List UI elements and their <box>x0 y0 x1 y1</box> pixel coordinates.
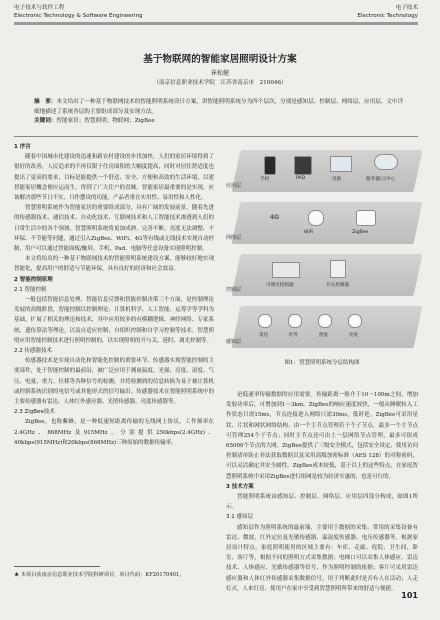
journal-name-en: Electronic Technology & Software Engineering <box>14 13 143 19</box>
header-rule <box>14 22 418 25</box>
body-paragraph: ZigBee，也称紫蜂，是一种低速短距离传输的无线网上协议，工作频率在2.4GHz、868MHz及915MHz，分别提供250kbps(2.4GHz)、40kbps(915MHz)和20kbps(868MHz)三种原始的数据传输率。 <box>14 419 214 446</box>
footnote-rule <box>14 566 100 567</box>
network-wifi-label: WiFi <box>304 230 314 235</box>
sense-item-label: 红外 <box>289 333 299 338</box>
body-paragraph: 一般包括智能信息处理、智能信息反馈和智能控制决策三个方面，是控制理论发展的高级阶段，智能控制以控制理论、计算机科学、人工智能、运筹学等学科为基础，扩展了相关的理论和技术，其中应用较多的有模糊逻辑、神经网络、专家系统、遗传算法等理论，以及自适应控制、自组织控制和自学习控制等技术。智慧照明应用智能控制技术进行照明控制的，以实现照明的开与关、延时、调光控制等。 <box>14 297 214 344</box>
app-item-label: PAD <box>296 176 306 181</box>
layer-label-perception: 感知层 <box>226 339 242 345</box>
tablet-icon <box>294 156 312 175</box>
body-paragraph: 随着中国城市化建设的迅速和新农村建设的步伐加快，人们的家居环境得到了很好的改善，人民追求的不再仅限于住房面积的大幅度提高，同时对居住舒适度也提出了更高的要求，目标是能提供一个舒适、安全、方便和高效的生活环境，以建智能家居概念便应运而生，得到了广大住户的青睐。智能家居最重要的是实现，应该解决那些节日不实、只作摆设的功能，产品者重在实用性、易用性和人性化。 <box>14 154 214 202</box>
section-heading: 2 智能控制原理 <box>14 276 53 283</box>
layer-label-application: 应用层 <box>226 183 242 189</box>
body-paragraph: 智能照明系统由感知层、控制层、网络层、应用层四部分构成，如图1所示。 <box>226 494 418 511</box>
sense-item-label: 亮度 <box>349 333 359 338</box>
page-number: 101 <box>401 591 418 600</box>
subsection-heading: 3.1 感知层 <box>226 514 253 521</box>
dimmer-controller-icon <box>272 262 300 278</box>
sense-item-label: 照度 <box>319 333 329 338</box>
computer-icon <box>330 156 352 172</box>
figure-layer-diagram <box>226 142 418 352</box>
section-heading: 1 序言 <box>14 144 31 150</box>
control-item-label: 可调光控制器 <box>266 283 294 288</box>
paper-title: 基于物联网的智能家居照明设计方案 <box>143 54 297 65</box>
brightness-sensor-icon <box>348 314 362 328</box>
sense-item-label: 雷达 <box>259 333 269 338</box>
infrared-sensor-icon <box>288 314 302 328</box>
control-item-label: 开关控制器 <box>326 283 349 288</box>
keywords-text: 智能家居；智慧照明；物联网；ZigBee <box>56 118 155 124</box>
subsection-heading: 2.3 ZigBee技术 <box>14 409 55 416</box>
affiliation: （南京信息职业技术学院 江苏省南京市 210046） <box>153 80 287 86</box>
body-paragraph: 传感器技术是实现自动化和智能化控制的重要环节。传感器实现智能控制的主要部件，处于智能控制的最前沿，被广泛应用于测量温度、光强、亮度、湿度、气压、电量、重力、位移等各种信号的检测，并将检测到的信息转换为易于被计算机或控制系统识别的电信号或其他形式的信号输出。传感器技术在智能照明系统中的主要传感器有雷达、人体红外感应器、光照传感器、亮度传感器等。 <box>14 358 214 406</box>
funding-footnote: ★ 本项目获南京信息职业技术学院科研项目，项目代码：KF20170401。 <box>14 572 185 578</box>
subsection-heading: 2.2 传感器技术 <box>14 348 52 355</box>
app-item-label: 手机 <box>260 177 270 182</box>
right-column <box>226 390 418 594</box>
layer-band-control <box>232 254 423 296</box>
switch-controller-icon <box>330 260 346 278</box>
section-name-en: Electronic Technology <box>357 13 418 19</box>
left-column <box>14 142 214 448</box>
section-heading: 3 技术方案 <box>226 483 254 490</box>
section-divider <box>14 136 418 137</box>
layer-band-network <box>232 202 423 244</box>
abstract <box>34 97 404 117</box>
network-zigbee-label: ZigBee <box>352 230 369 235</box>
layer-label-control: 控制层 <box>226 287 242 293</box>
subsection-heading: 2.1 智能控制 <box>14 286 47 293</box>
illuminance-sensor-icon <box>318 314 332 328</box>
figure-caption: 图1：智慧照明系统分层结构图 <box>284 360 360 366</box>
running-header <box>0 0 440 32</box>
journal-name-cn: 电子技术与软件工程 <box>14 5 65 11</box>
layer-label-network: 网络层 <box>226 235 242 241</box>
body-paragraph: 本文将给出的一种基于物联网技术的智能照明系统建设方案，能够较好地实现智能化，提高用户的舒适与节能环保，具有良好的经济和社会效益。 <box>14 256 214 273</box>
abstract-label: 摘 要： <box>34 99 57 105</box>
app-item-label: 电脑 <box>332 177 342 182</box>
zigbee-icon <box>356 210 376 226</box>
author: 崔松健 <box>210 70 229 77</box>
wifi-icon <box>308 210 324 226</box>
body-paragraph: 感知层作为照明系统的最前端，主要用于数据的采集。常用的采集设备有雷达、微波、红外定位及光敏传感器、温湿度传感器、电压传感器等，根据家居设计特点，家庭照明使用的区域主要有：车库、走廊、庭院、卫生间、卧室、客厅等，根据不同的照明方式采集数据；电梯口可以采集人体感应、雷达技术、人体感应、光敏传感器等信号，作为照明控制的依据；客厅可采用雷达感应器和人体红外传感器采集数据信号，用于判断此时是否有人在活动；人走灯灭，人来灯亮，使用户在家中享受到智慧照明所带来的舒适与便捷。 <box>226 524 418 592</box>
network-4g-label: 4G <box>270 214 280 221</box>
abstract-text: 本文给出了一种基于物联网技术的智能照明系统设计方案，讲智能照明系统分为四个层次，分别是感知层、控制层、网络层、应用层，文中详细地描述了系统各层的主要组成部分及实现方法。 <box>34 99 404 115</box>
app-item-label: 服务器/云中心 <box>366 177 396 182</box>
section-name-cn: 电子技术 <box>395 5 418 11</box>
cloud-icon <box>374 154 398 170</box>
body-paragraph: 智慧照明系统作为智能家居的重要组成部分，具有广阔的发展前景。随着先进的传感器技术、通信技术、自动化技术、互联网技术和人工智能技术渗透到人们的日常生活中的各个领域。智慧照明系统将更加成熟，完善不断，亮度无法调整、不环保、不节能等问题，通过引入ZigBee、WiFi、4G等有线或无线技术实现自动控制，用户可以通过智能面板/触屏、手机、Pad、电脑等任意设备实现照明控制。 <box>14 205 214 253</box>
phone-icon <box>264 156 276 175</box>
keywords-label: 关键词： <box>34 118 57 124</box>
keywords <box>34 116 404 126</box>
radar-sensor-icon <box>258 314 272 328</box>
body-paragraph: 是低速率传输数据的应用需要。传输距离一般介于10～100m之间，增加发射功率后，可增加到1～3km。ZigBee的响应速度较快，一般从睡眠转入工作状态只需15ms，节点连接进入网络只需30ms，低时延。ZigBee可采用星状、片状和网状网络结构，由一个主节点管理若干个子节点，最多一个主节点可管理254个子节点；同时主节点还可由上一层网络节点管理，最多可组成65000个节点的大网。ZigBee提供了三级安全模式，包括安全设定、使用访问控制清单防止非法获取数据以及采用高级加密标准（AES 128）的对称密码，可以灵活确定其安全属性。ZigBee成本较低，基于以上的这些特点，在家庭智慧照明系统中采用ZigBee进行组网是较为经济实惠的，也是可行的。 <box>226 392 418 480</box>
